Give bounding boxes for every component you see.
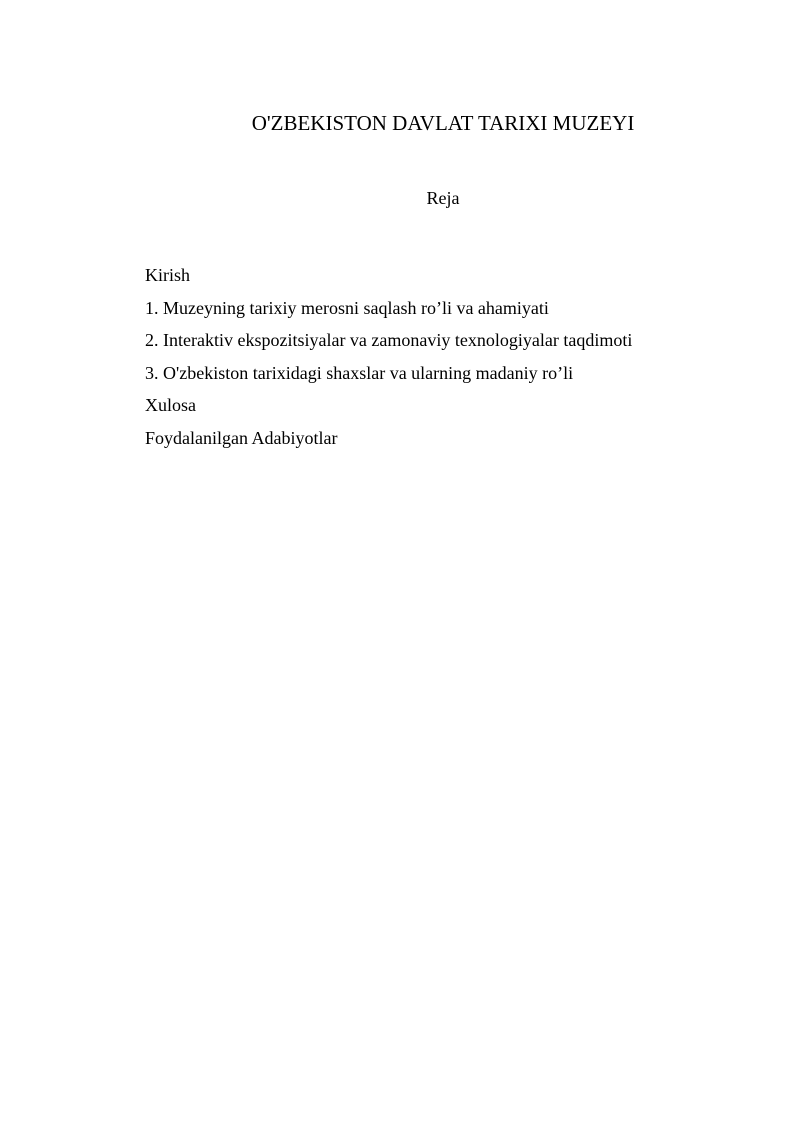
toc-item-introduction: Kirish (145, 265, 190, 285)
toc-item-2: 2. Interaktiv ekspozitsiyalar va zamonaviy texnologiyalar taqdimoti (145, 330, 633, 350)
toc-item-3: 3. O'zbekiston tarixidagi shaxslar va ularning madaniy ro’li (145, 362, 574, 383)
toc-item-references: Foydalanilgan Adabiyotlar (145, 427, 338, 448)
document-title: O'ZBEKISTON DAVLAT TARIXI MUZEYI (251, 111, 635, 135)
plan-heading: Reja (426, 188, 460, 208)
toc-item-1: 1. Muzeyning tarixiy merosni saqlash ro’li va ahamiyati (145, 297, 549, 318)
table-of-contents (145, 259, 632, 454)
toc-item-conclusion: Xulosa (145, 395, 196, 415)
